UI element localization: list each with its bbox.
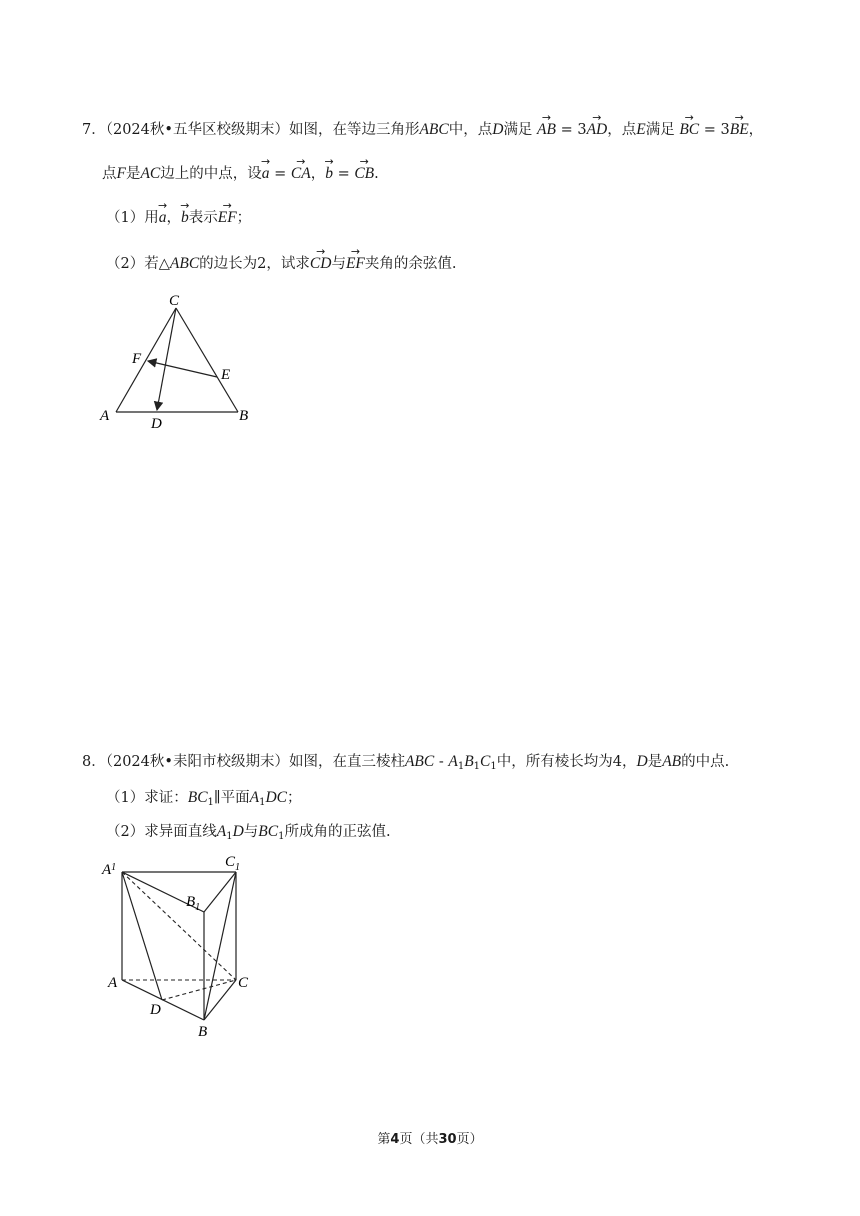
q7-sub1: （1）用→ a，→ b表示→ EF；	[106, 208, 251, 228]
q7-sub2: （2）若△ABC的边长为2，试求→ CD与→ EF夹角的余弦值.	[106, 254, 457, 274]
label-b1: $B_1$	[186, 894, 201, 913]
q7-text: ，	[166, 210, 181, 226]
q7-text: 是	[125, 166, 141, 182]
q8-text: 中，所有棱长均为4，	[496, 754, 637, 770]
vector-b-def: → b = → CB	[325, 166, 374, 182]
q7-number: 7．	[82, 122, 106, 138]
q8-sub2: （2）求异面直线$A_1D$与$BC_1$所成角的正弦值.	[106, 823, 391, 842]
q8-text: （2）求异面直线	[106, 824, 217, 840]
footer-text: 页（共	[399, 1132, 439, 1147]
label-b: B	[198, 1024, 208, 1040]
label-c1: $C_1$	[225, 854, 241, 873]
q7-abc: ABC	[169, 255, 200, 272]
label-d: D	[150, 1002, 161, 1018]
triangle-figure	[96, 290, 266, 430]
q8-text: 的中点.	[681, 754, 730, 770]
q7-text: 点	[102, 166, 117, 182]
q7-text: ，	[748, 122, 764, 138]
label-f: F	[132, 351, 142, 367]
q8-text: ；	[287, 790, 302, 806]
footer-text: 第	[377, 1132, 391, 1147]
vector-a-def: → a = → CA	[262, 166, 311, 182]
label-d: D	[151, 416, 162, 430]
q7-f: F	[116, 165, 126, 182]
q8-line-1: 8．（2024秋•耒阳市校级期末）如图，在直三棱柱ABC ‐ $A_1B_1C_1$中，所有棱长均为4，D是AB的中点.	[82, 753, 730, 772]
page-number: 4	[390, 1132, 400, 1147]
prism-name: ABC	[404, 753, 435, 770]
q8-text: 与	[243, 824, 259, 840]
q7-text: .	[374, 166, 379, 182]
q7-text: ；	[236, 210, 252, 226]
q7-text: 的边长为2，试求	[199, 256, 310, 272]
q7-text: 满足	[503, 122, 533, 138]
q7-text: 满足	[645, 122, 675, 138]
total-pages: 30	[438, 1132, 457, 1147]
q7-text: 如图，在等边三角形	[288, 122, 420, 138]
q7-d: D	[492, 121, 504, 138]
footer-text: 页）	[456, 1132, 483, 1147]
q8-text: 如图，在直三棱柱	[288, 754, 405, 770]
q7-text: 边上的中点，设	[160, 166, 262, 182]
label-e: E	[221, 367, 231, 383]
q7-e: E	[636, 121, 646, 138]
q7-text: 中，点	[448, 122, 493, 138]
q7-line-2	[102, 164, 379, 184]
q7-text: 与	[331, 256, 346, 272]
q7-text: （2）若△	[106, 256, 170, 272]
q8-text: 所成角的正弦值.	[284, 824, 391, 840]
q7-source: （2024秋•五华区校级期末）	[105, 122, 289, 138]
q8-sub1: （1）求证：$BC_1\parallel$平面$A_1DC$；	[106, 789, 302, 808]
q7-text: 表示	[188, 210, 218, 226]
q8-source: （2024秋•耒阳市校级期末）	[105, 754, 289, 770]
q7-text: 夹角的余弦值.	[364, 256, 457, 272]
label-c: C	[169, 293, 180, 309]
label-a1: $A^1$	[102, 862, 117, 878]
page-footer	[0, 1128, 860, 1147]
label-a: A	[108, 975, 118, 991]
q7-abc: ABC	[419, 121, 449, 138]
q8-text: 是	[647, 754, 663, 770]
vector-equation-ab: → AB = 3→ AD	[537, 122, 607, 138]
q7-line-1	[82, 120, 763, 140]
q7-text: （1）用	[106, 210, 159, 226]
label-b: B	[239, 408, 249, 424]
label-c: C	[238, 975, 249, 991]
q8-text: （1）求证：	[106, 790, 188, 806]
q7-text: ，	[310, 166, 326, 182]
q7-text: ，点	[607, 122, 637, 138]
q8-text: ∥平面	[213, 790, 250, 806]
label-a: A	[100, 408, 110, 424]
q8-number: 8．	[82, 754, 106, 770]
prism-figure	[96, 852, 266, 1042]
q7-ac: AC	[140, 165, 161, 182]
vector-equation-bc: → BC = 3→ BE	[679, 122, 748, 138]
